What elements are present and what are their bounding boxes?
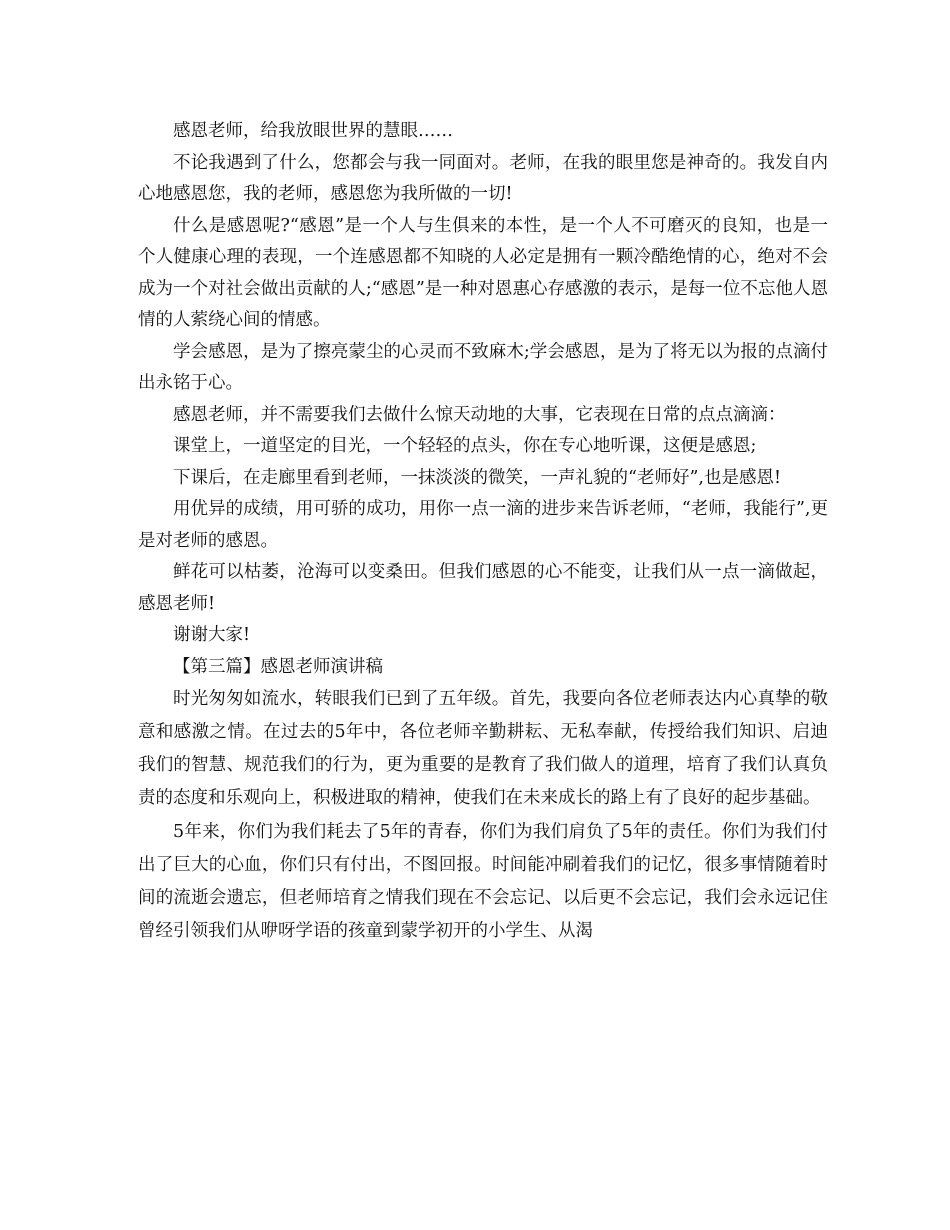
document-body [138, 116, 828, 948]
paragraph-time-flies: 时光匆匆如流水，转眼我们已到了五年级。首先，我要向各位老师表达内心真挚的敬意和感激之情。在过去的5年中，各位老师辛勤耕耘、无私奉献，传授给我们知识、启迪我们的智慧、规范我们的行为，更为重要的是教育了我们做人的道理，培育了我们认真负责的态度和乐观向上，积极进取的精神，使我们在未来成长的路上有了良好的起步基础。 [138, 689, 828, 808]
paragraph-what-is-gratitude: 什么是感恩呢?“感恩”是一个人与生俱来的本性，是一个人不可磨灭的良知，也是一个人健康心理的表现，一个连感恩都不知晓的人必定是拥有一颗冷酷绝情的心，绝对不会成为一个对社会做出贡献的人;“感恩”是一种对恩惠心存感激的表示，是每一位不忘他人恩情的人萦绕心间的情感。 [138, 215, 828, 330]
paragraph-five-years: 5年来，你们为我们耗去了5年的青春，你们为我们肩负了5年的责任。你们为我们付出了巨大的心血，你们只有付出，不图回报。时间能冲刷着我们的记忆，很多事情随着时间的流逝会遗忘，但老师培育之情我们现在不会忘记、以后更不会忘记，我们会永远记住曾经引领我们从咿呀学语的孩童到蒙学初开的小学生、从渴 [138, 822, 828, 941]
paragraph-good-grades: 用优异的成绩，用可骄的成功，用你一点一滴的进步来告诉老师，“老师，我能行”,更是对老师的感恩。 [138, 499, 828, 551]
paragraph-daily-details: 感恩老师，并不需要我们去做什么惊天动地的大事，它表现在日常的点点滴滴： [173, 404, 786, 425]
paragraph-after-class: 下课后，在走廊里看到老师，一抹淡淡的微笑，一声礼貌的“老师好”,也是感恩! [173, 467, 781, 488]
paragraph-learn-gratitude: 学会感恩，是为了擦亮蒙尘的心灵而不致麻木;学会感恩，是为了将无以为报的点滴付出永铭于心。 [138, 341, 828, 393]
paragraph-thanks-all: 谢谢大家! [173, 625, 251, 645]
section-heading-third: 【第三篇】感恩老师演讲稿 [173, 656, 383, 677]
paragraph-gratitude-eyes: 感恩老师，给我放眼世界的慧眼…… [173, 121, 453, 141]
paragraph-flowers-wither: 鲜花可以枯萎，沧海可以变桑田。但我们感恩的心不能变，让我们从一点一滴做起，感恩老师! [138, 562, 828, 614]
paragraph-facing-together: 不论我遇到了什么，您都会与我一同面对。老师，在我的眼里您是神奇的。我发自内心地感恩您，我的老师，感恩您为我所做的一切! [138, 152, 828, 204]
paragraph-in-class: 课堂上，一道坚定的目光，一个轻轻的点头，你在专心地听课，这便是感恩; [173, 436, 757, 456]
